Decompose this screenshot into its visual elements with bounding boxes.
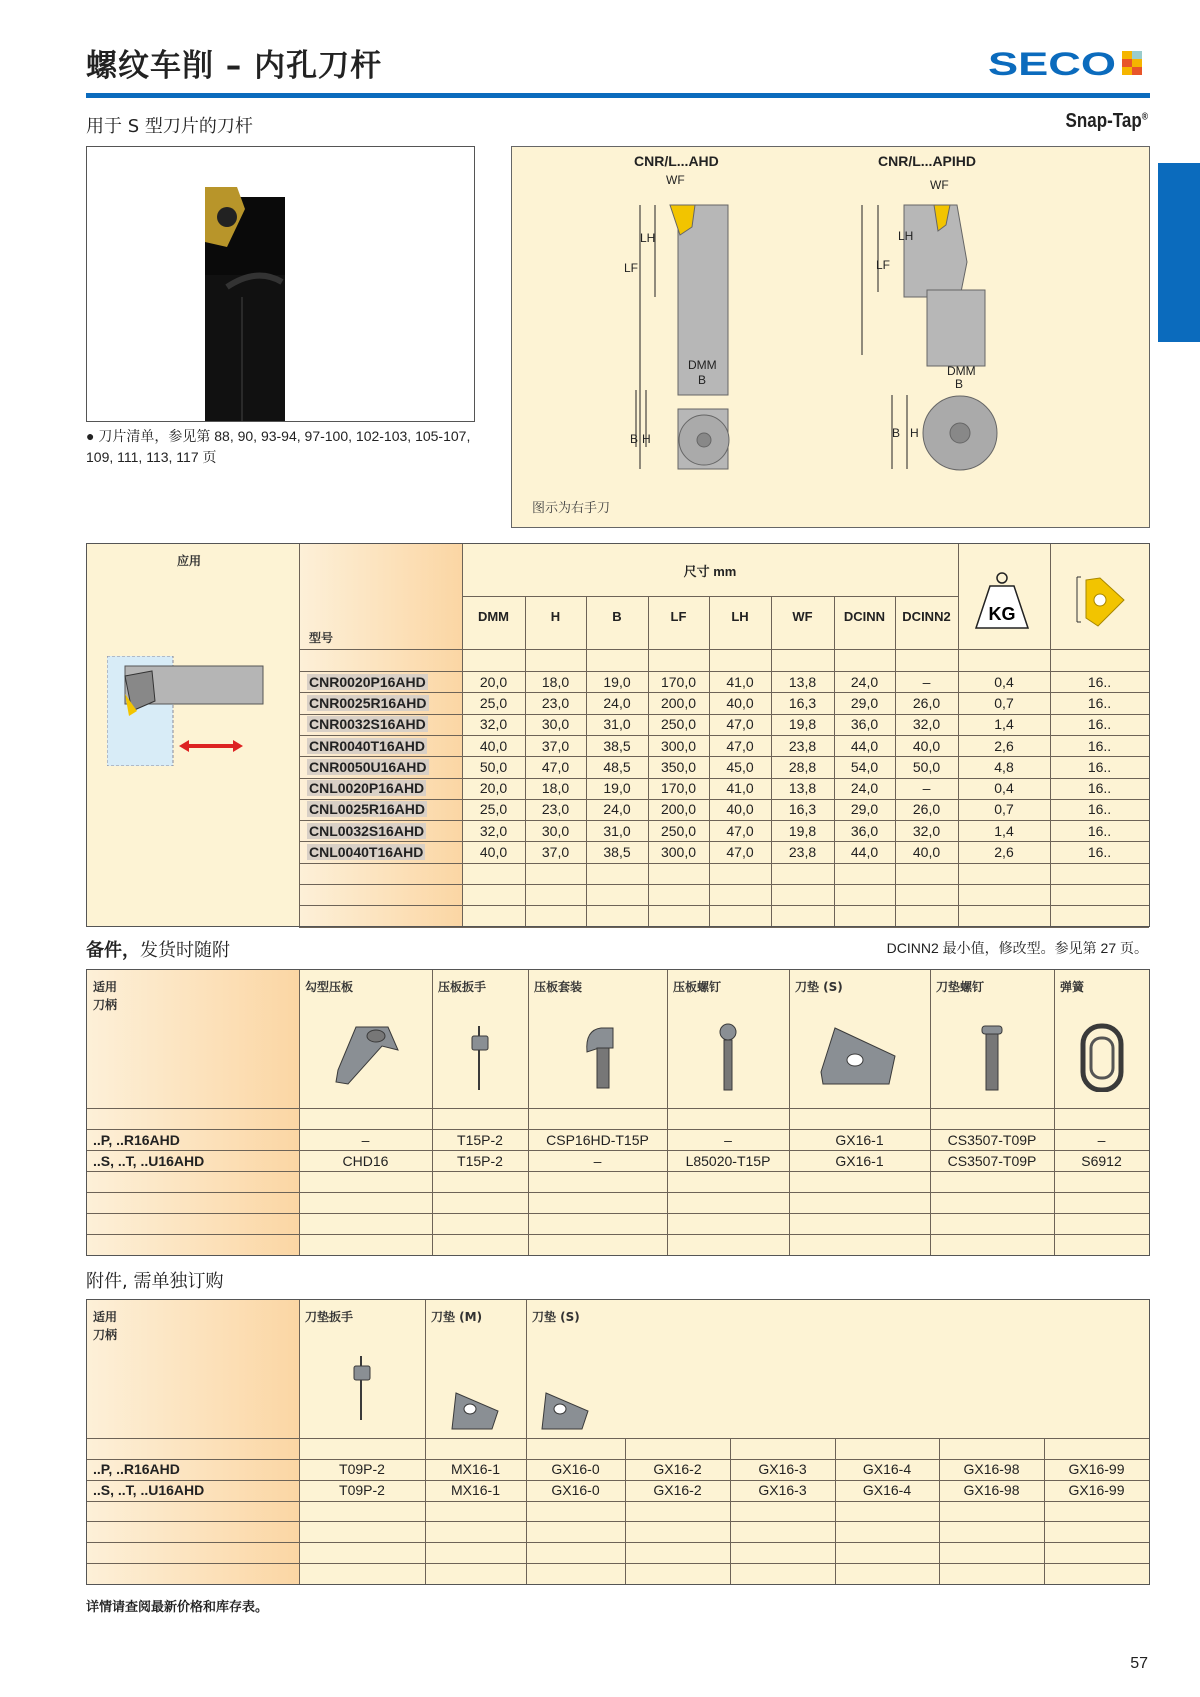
registered-mark: ®: [1141, 111, 1148, 123]
dimension-cell-lf: 300,0: [660, 844, 697, 861]
dimension-diagram: [511, 146, 1150, 528]
model-cell: [299, 735, 462, 756]
dimension-cell-h: 23,0: [541, 694, 570, 711]
boring-bar-image: [87, 147, 474, 421]
shim-screw-icon: [930, 1010, 1054, 1104]
dimension-cell-lf: 170,0: [660, 673, 697, 690]
model-cell: [299, 692, 462, 713]
part-number-cell: T09P-2: [339, 1461, 385, 1478]
weight-cell: 1,4: [994, 716, 1014, 733]
column-divider: [299, 970, 300, 1255]
dimension-cell-wf: 13,8: [788, 780, 817, 797]
model-code: CNR0025R16AHD: [309, 694, 427, 711]
model-code: CNL0040T16AHD: [309, 844, 424, 861]
dimension-cell-dcinn: 24,0: [850, 673, 879, 690]
part-number-cell: GX16-98: [963, 1461, 1020, 1478]
insert-size-cell: 16..: [1087, 694, 1112, 711]
svg-text:DMM: DMM: [947, 364, 976, 378]
dimension-cell-dcinn: 44,0: [850, 844, 879, 861]
section-subtitle: 用于 S 型刀片的刀杆: [86, 116, 253, 137]
part-number-cell: GX16-0: [551, 1461, 600, 1478]
dimension-cell-lh: 47,0: [726, 822, 754, 839]
model-code: CNL0032S16AHD: [309, 822, 425, 839]
dimension-cell-lh: 40,0: [726, 694, 754, 711]
part-number-cell: CS3507-T09P: [947, 1152, 1037, 1169]
dimension-cell-lh: 47,0: [726, 716, 754, 733]
spares-heading: [86, 936, 230, 962]
dimension-cell-lf: 200,0: [660, 801, 697, 818]
page-title: 螺纹车削 – 内孔刀杆: [86, 48, 383, 84]
svg-text:H: H: [910, 426, 919, 440]
page-number: 57: [1130, 1655, 1148, 1672]
product-photo: [86, 146, 475, 422]
dimension-cell-b: 38,5: [603, 844, 631, 861]
column-header: 刀垫 (S): [532, 1310, 580, 1324]
brand-text: Snap-Tap: [1065, 110, 1142, 132]
dimension-cell-wf: 28,8: [788, 758, 817, 775]
svg-text:LF: LF: [876, 258, 891, 272]
column-header-wf: WF: [792, 608, 813, 624]
part-number-cell: GX16-2: [653, 1461, 702, 1478]
logo-text: SECO: [988, 48, 1116, 78]
dimension-cell-wf: 19,8: [788, 716, 817, 733]
column-header-h: H: [550, 608, 561, 624]
dimension-cell-dcinn: 36,0: [850, 822, 879, 839]
dimension-cell-dmm: 32,0: [479, 716, 508, 733]
dimension-cell-dmm: 25,0: [479, 801, 508, 818]
applicable-holder-label: 适用 刀柄: [93, 980, 118, 1012]
column-header-dmm: DMM: [477, 608, 510, 624]
dimension-cell-lh: 47,0: [726, 844, 754, 861]
dimension-cell-dmm: 20,0: [479, 780, 508, 797]
holder-cell: ..P, ..R16AHD: [93, 1461, 180, 1478]
weight-cell: 0,4: [994, 673, 1014, 690]
column-divider: [789, 970, 790, 1255]
dim-lh: LH: [640, 231, 656, 245]
part-number-cell: T15P-2: [457, 1152, 503, 1169]
model-cell: [299, 799, 462, 820]
row-divider: [299, 905, 1149, 906]
model-code: CNL0020P16AHD: [309, 780, 425, 797]
dimension-cell-dcinn: 29,0: [850, 801, 879, 818]
dimension-cell-wf: 23,8: [788, 844, 817, 861]
model-cell: [299, 841, 462, 862]
row-divider: [87, 1192, 1149, 1193]
column-header: 压板套装: [534, 980, 583, 994]
spares-heading-text: 发货时随附: [140, 940, 230, 961]
column-header: 压板螺钉: [673, 980, 722, 994]
column-header: 压板扳手: [438, 980, 487, 994]
insert-size-cell: 16..: [1087, 673, 1112, 690]
column-divider: [528, 970, 529, 1255]
dimension-cell-b: 38,5: [603, 737, 631, 754]
dimension-cell-dcinn: 44,0: [850, 737, 879, 754]
dimension-cell-lh: 40,0: [726, 801, 754, 818]
insert-reference-note: ● 刀片清单，参见第 88, 90, 93-94, 97-100, 102-103, 105-107, 109, 111, 113, 117 页: [86, 428, 471, 465]
weight-cell: 0,4: [994, 780, 1014, 797]
part-number-cell: GX16-98: [963, 1482, 1020, 1499]
weight-cell: 0,7: [994, 694, 1014, 711]
svg-text:B: B: [955, 377, 964, 391]
column-header: 刀垫螺钉: [936, 980, 985, 994]
insert-size-cell: 16..: [1087, 716, 1112, 733]
dimension-cell-b: 19,0: [603, 673, 631, 690]
shim-key-icon: [299, 1340, 425, 1434]
model-cell: [299, 820, 462, 841]
insert-size-cell: 16..: [1087, 737, 1112, 754]
model-cell: [299, 756, 462, 777]
dimension-cell-lf: 300,0: [660, 737, 697, 754]
model-code: CNL0025R16AHD: [309, 801, 425, 818]
shim-m-icon: [425, 1340, 526, 1434]
svg-text:WF: WF: [930, 178, 949, 192]
clamp-kit-icon: [528, 1010, 667, 1104]
clamp-key-icon: [432, 1010, 528, 1104]
applicable-holder-label: 适用 刀柄: [93, 1310, 118, 1342]
dimension-cell-wf: 23,8: [788, 737, 817, 754]
dimension-cell-dcinn2: 40,0: [912, 737, 941, 754]
column-divider: [667, 970, 668, 1255]
dimension-cell-dcinn: 36,0: [850, 716, 879, 733]
insert-size-cell: 16..: [1087, 758, 1112, 775]
dimension-cell-dcinn2: 26,0: [912, 801, 941, 818]
column-header-dcinn2: DCINN2: [902, 608, 951, 624]
dimension-cell-dmm: 40,0: [479, 844, 508, 861]
part-number-cell: –: [593, 1152, 602, 1169]
dimension-cell-wf: 19,8: [788, 822, 817, 839]
accessories-heading: 附件, 需单独订购: [86, 1271, 224, 1292]
dimension-cell-wf: 16,3: [788, 801, 817, 818]
model-label: 型号: [309, 631, 334, 645]
dimension-cell-h: 30,0: [541, 716, 570, 733]
dimension-cell-dcinn2: 32,0: [912, 716, 941, 733]
dimension-cell-b: 24,0: [603, 801, 631, 818]
row-divider: [299, 927, 1149, 928]
dimension-cell-b: 31,0: [603, 822, 631, 839]
dimension-cell-dcinn2: –: [922, 780, 931, 797]
part-number-cell: CS3507-T09P: [947, 1131, 1037, 1148]
dimension-cell-b: 31,0: [603, 716, 631, 733]
dimension-cell-dmm: 40,0: [479, 737, 508, 754]
dimension-cell-b: 48,5: [603, 758, 631, 775]
row-divider: [87, 1234, 1149, 1235]
part-number-cell: GX16-0: [551, 1482, 600, 1499]
spare-parts-table: [86, 969, 1150, 1256]
insert-size-cell: 16..: [1087, 780, 1112, 797]
part-number-cell: T09P-2: [339, 1482, 385, 1499]
model-code: CNR0040T16AHD: [309, 737, 425, 754]
column-divider: [526, 1300, 527, 1584]
column-divider: [930, 970, 931, 1255]
svg-text:B: B: [630, 432, 639, 446]
row-divider: [87, 1438, 1149, 1439]
part-number-cell: CSP16HD-T15P: [546, 1131, 649, 1148]
dimension-cell-b: 24,0: [603, 694, 631, 711]
part-number-cell: –: [361, 1131, 370, 1148]
row-divider: [87, 1171, 1149, 1172]
insert-icon: [1072, 572, 1132, 632]
dimension-cell-b: 19,0: [603, 780, 631, 797]
hook-clamp-icon: [299, 1010, 432, 1104]
part-number-cell: T15P-2: [457, 1131, 503, 1148]
weight-cell: 2,6: [994, 844, 1014, 861]
application-illustration: [107, 656, 267, 766]
row-divider: [87, 1501, 1149, 1502]
part-number-cell: MX16-1: [450, 1482, 501, 1499]
dimension-cell-h: 18,0: [541, 673, 570, 690]
column-header: 勾型压板: [305, 980, 354, 994]
holder-dimensions-table: [86, 543, 1150, 927]
seco-logo: [988, 48, 1148, 78]
dimension-cell-dcinn2: 50,0: [912, 758, 941, 775]
row-divider: [87, 1108, 1149, 1109]
accessories-table: [86, 1299, 1150, 1585]
dcinn2-note: DCINN2 最小值，修改型。参见第 27 页。: [886, 940, 1148, 956]
weight-cell: 1,4: [994, 822, 1014, 839]
dim-b: B: [698, 373, 707, 387]
dim-h: H: [642, 432, 651, 446]
dimension-cell-wf: 16,3: [788, 694, 817, 711]
dim-lf: LF: [624, 261, 639, 275]
dimension-cell-dcinn2: 26,0: [912, 694, 941, 711]
column-header: 刀垫扳手: [305, 1310, 354, 1324]
row-divider: [299, 863, 1149, 864]
kg-label: KG: [988, 604, 1016, 624]
column-divider: [432, 970, 433, 1255]
shim-s-icon: [526, 1340, 606, 1434]
dimension-cell-dmm: 32,0: [479, 822, 508, 839]
header-bottom: [299, 649, 1149, 650]
part-number-cell: GX16-99: [1068, 1482, 1125, 1499]
weight-cell: 0,7: [994, 801, 1014, 818]
part-number-cell: S6912: [1081, 1152, 1122, 1169]
part-number-cell: GX16-1: [835, 1152, 884, 1169]
dimension-cell-lf: 170,0: [660, 780, 697, 797]
dim-dmm: DMM: [688, 358, 717, 372]
weight-kg-icon: [972, 572, 1032, 632]
dimension-cell-wf: 13,8: [788, 673, 817, 690]
spares-heading-bold: 备件，: [86, 940, 140, 961]
part-number-cell: GX16-4: [862, 1461, 912, 1478]
insert-size-cell: 16..: [1087, 844, 1112, 861]
model-code: CNR0020P16AHD: [309, 673, 426, 690]
brand-name: [1066, 110, 1148, 133]
row-divider: [87, 1542, 1149, 1543]
part-number-cell: CHD16: [342, 1152, 389, 1169]
dimension-cell-lh: 41,0: [726, 780, 754, 797]
dim-wf: WF: [666, 173, 685, 187]
part-number-cell: GX16-1: [835, 1131, 884, 1148]
dimension-cell-lh: 41,0: [726, 673, 754, 690]
column-header-dcinn: DCINN: [843, 608, 886, 624]
weight-cell: 2,6: [994, 737, 1014, 754]
holder-cell: ..P, ..R16AHD: [93, 1131, 180, 1148]
part-number-cell: GX16-4: [862, 1482, 912, 1499]
right-hand-note: 图示为右手刀: [532, 501, 611, 516]
diagram-label-apihd: CNR/L...APIHD: [878, 153, 976, 169]
model-cell: [299, 714, 462, 735]
dimension-cell-h: 47,0: [541, 758, 570, 775]
section-side-tab: [1158, 163, 1200, 342]
holder-cell: ..S, ..T, ..U16AHD: [93, 1482, 205, 1499]
dims-divider: [462, 596, 958, 597]
svg-text:B: B: [892, 426, 901, 440]
dimension-cell-dcinn2: 32,0: [912, 822, 941, 839]
dimension-cell-h: 23,0: [541, 801, 570, 818]
bullet-text: 刀片清单，参见第 88, 90, 93-94, 97-100, 102-103, 105-107, 109, 111, 113, 117 页: [86, 428, 471, 465]
dimension-cell-lf: 350,0: [660, 758, 697, 775]
dims-label: 尺寸 mm: [683, 563, 737, 579]
spring-icon: [1054, 1010, 1149, 1104]
header-rule: [86, 93, 1150, 98]
row-divider: [87, 1213, 1149, 1214]
part-number-cell: –: [1097, 1131, 1106, 1148]
svg-text:LH: LH: [898, 229, 914, 243]
dimension-cell-h: 37,0: [541, 737, 570, 754]
model-cell: [299, 778, 462, 799]
dimension-cell-dcinn: 24,0: [850, 780, 879, 797]
part-number-cell: GX16-3: [758, 1482, 807, 1499]
dimension-cell-lh: 47,0: [726, 737, 754, 754]
dimension-cell-dcinn: 29,0: [850, 694, 879, 711]
part-number-cell: –: [724, 1131, 732, 1148]
row-divider: [299, 884, 1149, 885]
part-number-cell: L85020-T15P: [685, 1152, 771, 1169]
dimension-cell-lf: 250,0: [660, 822, 697, 839]
dimension-cell-dcinn2: 40,0: [912, 844, 941, 861]
dimension-cell-dcinn: 54,0: [850, 758, 879, 775]
application-label: 应用: [177, 554, 202, 568]
dimension-cell-dmm: 20,0: [479, 673, 508, 690]
row-divider: [87, 1563, 1149, 1564]
row-divider: [87, 1521, 1149, 1522]
dimension-cell-dcinn2: –: [922, 673, 931, 690]
model-code: CNR0050U16AHD: [309, 758, 427, 775]
column-header: 刀垫 (S): [795, 980, 843, 994]
dimension-cell-lf: 200,0: [660, 694, 697, 711]
column-header: 弹簧: [1060, 980, 1085, 994]
part-number-cell: GX16-2: [653, 1482, 702, 1499]
column-header-lh: LH: [731, 608, 749, 624]
column-header-lf: LF: [670, 608, 687, 624]
model-cell: [299, 671, 462, 692]
column-header: 刀垫 (M): [431, 1310, 483, 1324]
footer-note: 详情请查阅最新价格和库存表。: [86, 1600, 269, 1615]
dimension-cell-dmm: 25,0: [479, 694, 508, 711]
dimension-cell-h: 30,0: [541, 822, 570, 839]
insert-size-cell: 16..: [1087, 822, 1112, 839]
holder-cell: ..S, ..T, ..U16AHD: [93, 1152, 205, 1169]
part-number-cell: GX16-99: [1068, 1461, 1125, 1478]
dimension-cell-dmm: 50,0: [479, 758, 508, 775]
dimension-drawings: [512, 147, 1149, 487]
dimension-cell-h: 37,0: [541, 844, 570, 861]
insert-size-cell: 16..: [1087, 801, 1112, 818]
column-header-b: B: [612, 608, 622, 624]
clamp-screw-icon: [667, 1010, 789, 1104]
shim-icon: [789, 1010, 930, 1104]
dimension-cell-lh: 45,0: [726, 758, 754, 775]
weight-cell: 4,8: [994, 758, 1014, 775]
diagram-label-ahd: CNR/L...AHD: [634, 153, 719, 169]
dimension-cell-lf: 250,0: [660, 716, 697, 733]
column-divider: [1054, 970, 1055, 1255]
part-number-cell: MX16-1: [450, 1461, 501, 1478]
part-number-cell: GX16-3: [758, 1461, 807, 1478]
model-code: CNR0032S16AHD: [309, 716, 426, 733]
column-divider: [425, 1300, 426, 1584]
column-divider: [299, 1300, 300, 1584]
dimension-cell-h: 18,0: [541, 780, 570, 797]
